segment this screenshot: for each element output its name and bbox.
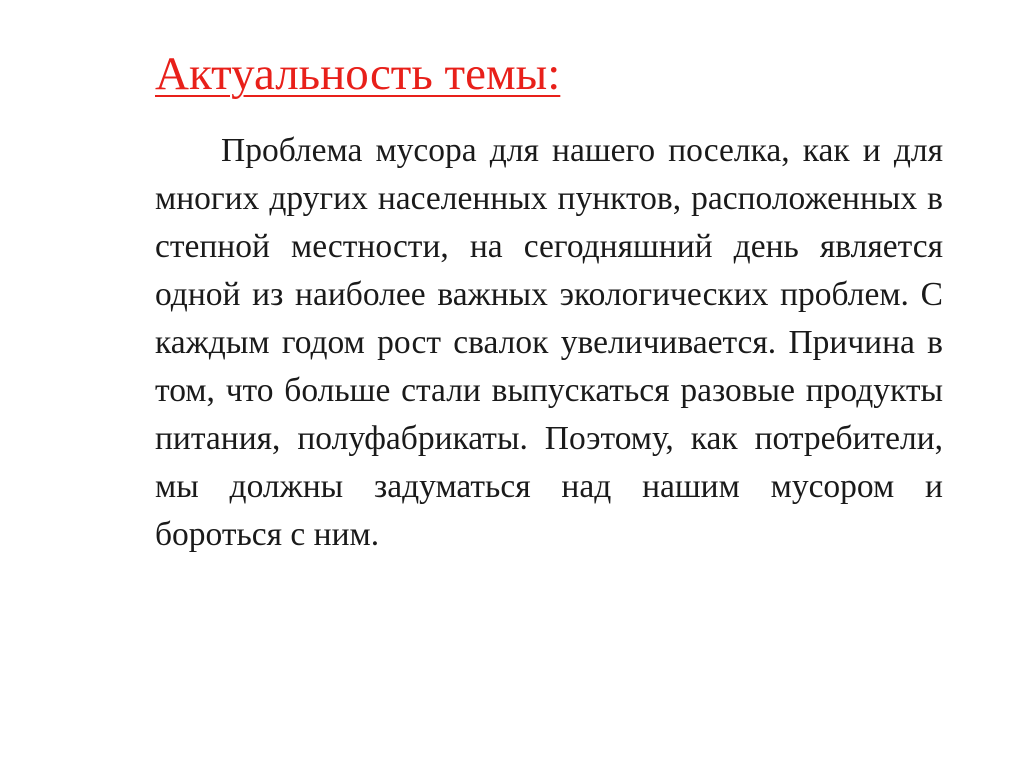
slide-body-paragraph: Проблема мусора для нашего поселка, как и для многих других населенных пунктов, расположенных в степной местности, на сегодняшний день является одной из наиболее важных экологических проблем. С каждым годом рост свалок увеличивается. Причина в том, что больше стали выпускаться разовые продукты питания, полуфабрикаты. Поэтому, как потребители, мы должны задуматься над нашим мусором и бороться с ним. (155, 132, 943, 553)
slide-title: Актуальность темы: (155, 48, 561, 100)
